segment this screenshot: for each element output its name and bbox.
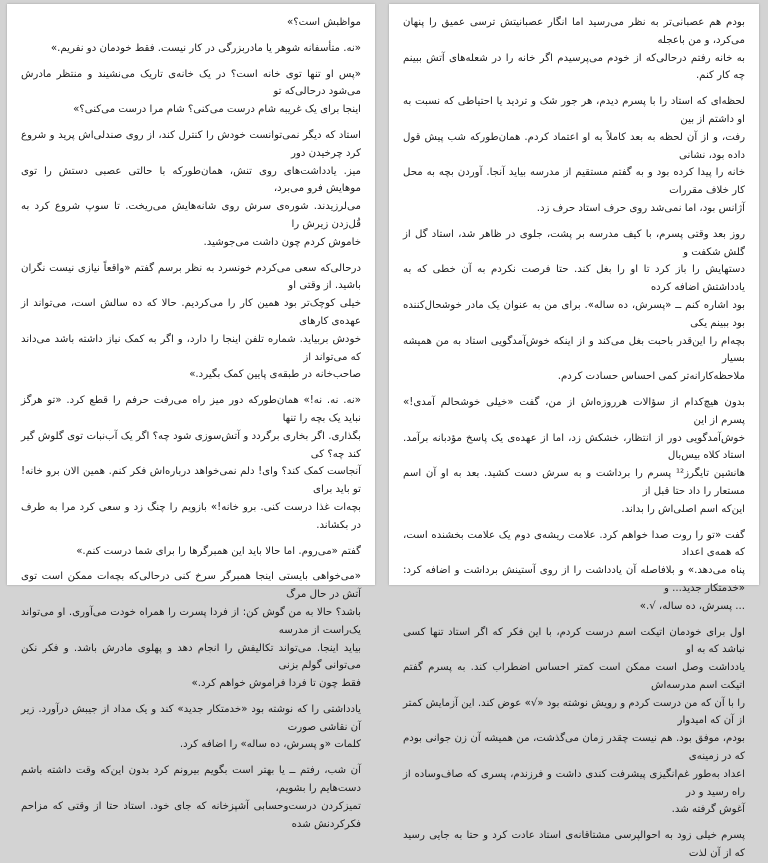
- left-paragraph-5: درحالی‌که سعی می‌کردم خونسرد به نظر برسم گفتم «واقعاً نیازی نیست نگران باشید. از وقتی او خیلی کوچک‌تر بود همین کار را می‌کردیم. حالا که ده سالش است، می‌تواند از عهده‌ی کارهای خودش بربیاید. شماره تلفن اینجا را دارد، و اگر به کمک نیاز داشته باشد می‌داند که می‌تواند از صاحب‌خانه در طبقه‌ی پایین کمک بگیرد.»: [21, 262, 361, 381]
- left-paragraph-3: «پس او تنها توی خانه است؟ در یک خانه‌ی تاریک می‌نشیند و منتظر مادرش می‌شود درحالی‌که تو اینجا برای یک غریبه شام درست می‌کنی؟ شام مرا درست می‌کنی؟»: [21, 68, 361, 116]
- right-paragraph-7: پسرم خیلی زود به احوالپرسی مشتاقانه‌ی استاد عادت کرد و حتا به جایی رسید که از آن لذت: [403, 830, 745, 860]
- left-paragraph-7: گفتم «می‌روم. اما حالا باید این همبرگرها را برای شما درست کنم.»: [76, 545, 361, 557]
- left-paragraph-10: آن شب، رفتم ــ یا بهتر است بگویم بیرونم کرد بدون این‌که وقت داشته باشم دست‌هایم را بشویم، تمیزکردن درست‌وحسابی آشپزخانه که جای خود. استاد حتا از وقتی که مزاحم فکرکردنش شده: [21, 765, 361, 830]
- left-paragraph-6: «نه. نه. نه!» همان‌طورکه دور میز راه می‌رفت حرفم را قطع کرد. «تو هرگز نباید یک بچه را تنها بگذاری. اگر بخاری برگردد و آتش‌سوزی شود چه؟ اگر یک آب‌نبات توی گلوش گیر کند چه؟ کی آنجاست کمک کند؟ وای! دلم نمی‌خواهد درباره‌اش فکر کنم. همین الان برو خانه! تو باید برای بچه‌ات غذا درست کنی. برو خانه!» بازویم را چنگ زد و سعی کرد مرا به طرف در بکشاند.: [21, 395, 361, 531]
- left-paragraph-4: استاد که دیگر نمی‌توانست خودش را کنترل کند، از روی صندلی‌اش پرید و شروع کرد چرخیدن دور میز. یادداشت‌های روی تنش، همان‌طورکه با حالتی عصبی دستش را توی موهایش فرو می‌برد، می‌لرزیدند. شوره‌ی سرش روی شانه‌هایش می‌ریخت. تا سوپ شروع کرد به قُل‌زدن زیرش را خاموش کردم چون داشت می‌جوشید.: [21, 129, 361, 248]
- right-paragraph-6: اول برای خودمان اتیکت اسم درست کردم، با این فکر که اگر استاد تنها کسی نباشد که به او یادداشت وصل است ممکن است کمتر احساس اضطراب کند. به پسرم گفتم اتیکت اسم مدرسه‌اش را با آن که من درست کردم و رویش نوشته بود «√» عوض کند. این آزمایش کمتر از آن که امیدوار بودم، موفق بود. هم نیست چقدر زمان می‌گذشت، من همیشه آن زن جوانی بودم که در زمینه‌ی اعداد به‌طور غم‌انگیزی پیشرفت کندی داشت و فرزندم، پسری که صاف‌وساده از راه رسید و در آغوش گرفته شد.: [403, 626, 745, 816]
- left-book-page: [7, 4, 375, 830]
- left-paragraph-1: مواظبش است؟»: [287, 17, 361, 28]
- right-paragraph-4: بدون هیچ‌کدام از سؤالات هرروزه‌اش از من، گفت «خیلی خوشحالم آمدی!» پسرم از این خوش‌آمدگویی دور از انتظار، خشکش زد، اما از عهده‌ی یک پاسخ مؤدبانه برآمد. استاد کلاه بیس‌بال هانشین تایگرز¹² پسرم را برداشت و به سرش دست کشید. بعد به او آن اسم مستعار را داد حتا قبل از این‌که اسم اصلی‌اش را بداند.: [403, 396, 745, 515]
- right-book-page: [389, 4, 759, 860]
- right-paragraph-1: بودم هم عصبانی‌تر به نظر می‌رسید اما انگار عصبانیتش ترسی عمیق را پنهان می‌کرد، و من باعجله به خانه رفتم درحالی‌که از خودم می‌پرسیدم اگر خانه را در شعله‌های آتش ببینم چه کار کنم.: [403, 17, 745, 82]
- left-paragraph-8: «می‌خواهی بایستی اینجا همبرگر سرخ کنی درحالی‌که بچه‌ات ممکن است توی آتش در حال مرگ باشد؟ حالا به من گوش کن: از فردا پسرت را همراه خودت می‌آوری. او می‌تواند یک‌راست از مدرسه بیاید اینجا. می‌تواند تکالیفش را انجام دهد و پهلوی مادرش باشد. و فکر نکن می‌توانی گولم بزنی فقط چون تا فردا فراموش خواهم کرد.»: [21, 571, 361, 690]
- left-paragraph-2: «نه. متأسفانه شوهر یا مادربزرگی در کار نیست. فقط خودمان دو نفریم.»: [50, 42, 361, 54]
- right-paragraph-2: لحظه‌ای که استاد را با پسرم دیدم، هر جور شک و تردید یا احتیاطی که نسبت به او داشتم از بین رفت، و از آن لحظه به بعد کاملاً به او اعتماد کردم. همان‌طورکه شب پیش قول داده بود، نشانی خانه را پیدا کرده بود و به گفتم مستقیم از مدرسه بیاید آنجا. آوردن بچه به محل کار خلاف مقررات آژانس بود، اما نمی‌شد روی حرف استاد حرف زد.: [403, 96, 745, 214]
- left-paragraph-9: یادداشتی را که نوشته بود «خدمتکار جدید» کند و یک مداد از جیبش درآورد. زیر آن نقاشی صورت کلمات «و پسرش، ده ساله» را اضافه کرد.: [21, 703, 361, 751]
- right-paragraph-3: روز بعد وقتی پسرم، با کیف مدرسه بر پشت، جلوی در ظاهر شد، استاد گل از گلش شکفت و دستهایش را باز کرد تا او را بغل کند. حتا فرصت نکردم به آن خطی که به یادداشتش اضافه کرده بود اشاره کنم ــ «پسرش، ده ساله». برای من به عنوان یک مادر خوشحال‌کننده بود ببینم یکی بچه‌ام را این‌قدر باحبت بغل می‌کند و از اینکه خوش‌آمدگویی استاد به من همیشه بسیار ملاحظه‌کارانه‌تر کمی احساس حسادت کردم.: [403, 228, 745, 383]
- right-paragraph-5: گفت «تو را روت صدا خواهم کرد. علامت ریشه‌ی دوم یک علامت بخشنده است، که همه‌ی اعداد پناه می‌دهد.» و بلافاصله آن یادداشت را از روی آستینش برداشت و اضافه کرد: «خدمتکار جدید... و ... پسرش، ده ساله، √.»: [403, 529, 745, 612]
